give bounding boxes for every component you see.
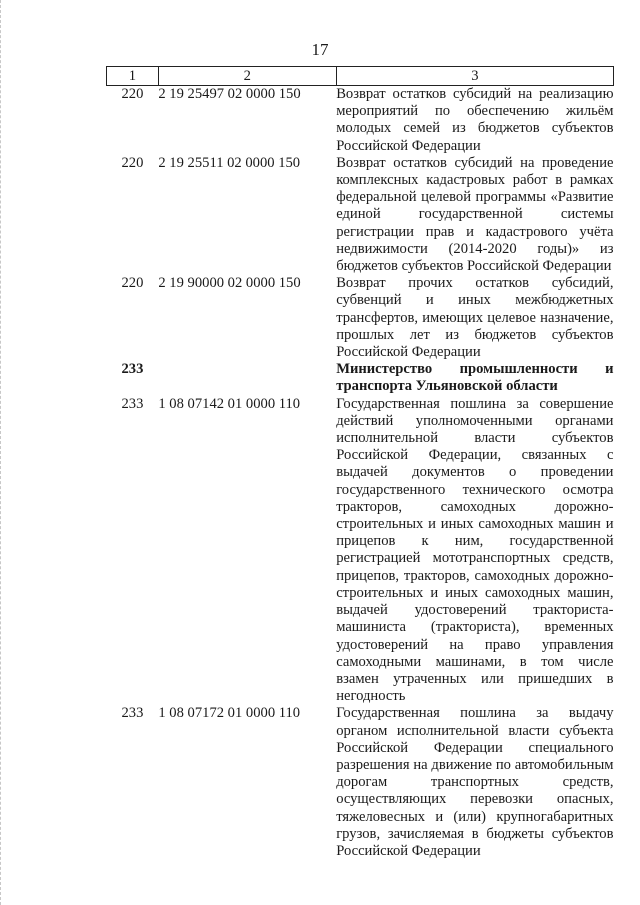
revenue-name: Государственная пошлина за выдачу органом исполнительной власти субъекта Российской Федерации специального разрешения на движение по автомобильным дорогам транспортных средств, осуществляющих перевозки опасных, тяжеловесных и (или) крупногабаритных грузов, зачисляемая в бюджеты субъектов Российской Федерации <box>336 705 614 859</box>
budget-classification-code: 1 08 07172 01 0000 110 <box>158 705 301 722</box>
revenue-name: Возврат прочих остатков субсидий, субвенций и иных межбюджетных трансфертов, имеющих целевое назначение, прошлых лет из бюджетов субъектов Российской Федерации <box>336 275 614 361</box>
budget-classification-code: 2 19 25497 02 0000 150 <box>158 86 301 102</box>
administrator-code: 220 <box>121 275 144 292</box>
budget-classification-code <box>158 361 336 395</box>
revenue-name: Государственная пошлина за совершение действий уполномоченными органами исполнительной власти субъектов Российской Федерации, связанных с выдачей документов о проведении государственного технического осмотра тракторов, самоходных дорожно-строительных и иных самоходных машин и прицепов к ним, государственной регистрацией мототранспортных средств, прицепов, тракторов, самоходных дорожно-строительных и иных самоходных машин, выдачей удостоверений тракториста-машиниста (тракториста), временных удостоверений на право управления самоходными машинами, в том числе взамен утраченных или пришедших в негодность <box>336 395 614 705</box>
table-row <box>107 396 614 706</box>
revenue-name: Возврат остатков субсидий на проведение комплексных кадастровых работ в рамках федеральной целевой программы «Развитие единой государственной системы регистрации прав и кадастрового учёта недвижимости (2014-2020 годы)» из бюджетов субъектов Российской Федерации <box>336 154 614 275</box>
table-header-row <box>107 67 614 86</box>
scan-edge <box>0 0 5 905</box>
column-header-1: 1 <box>107 67 159 86</box>
budget-classification-code: 1 08 07142 01 0000 110 <box>158 395 301 412</box>
administrator-code: 233 <box>121 361 144 378</box>
budget-classification-code: 2 19 90000 02 0000 150 <box>158 275 301 292</box>
table-section-row <box>107 361 614 395</box>
table-row <box>107 155 614 275</box>
administrator-code: 233 <box>121 705 144 722</box>
table-row <box>107 275 614 361</box>
budget-classification-code: 2 19 25511 02 0000 150 <box>158 154 301 171</box>
administrator-code: 220 <box>121 154 144 171</box>
table-row <box>107 86 614 155</box>
revenue-classification-table <box>106 66 614 860</box>
administrator-code: 220 <box>121 86 144 102</box>
table-row <box>107 705 614 860</box>
revenue-name: Возврат остатков субсидий на реализацию мероприятий по обеспечению жильём молодых семей из бюджетов субъектов Российской Федерации <box>336 86 614 154</box>
administrator-code: 233 <box>121 395 144 412</box>
column-header-2: 2 <box>158 67 336 86</box>
column-header-3: 3 <box>336 67 613 86</box>
page-number: 17 <box>311 40 329 59</box>
revenue-name: Министерство промышленности и транспорта Ульяновской области <box>336 361 614 395</box>
